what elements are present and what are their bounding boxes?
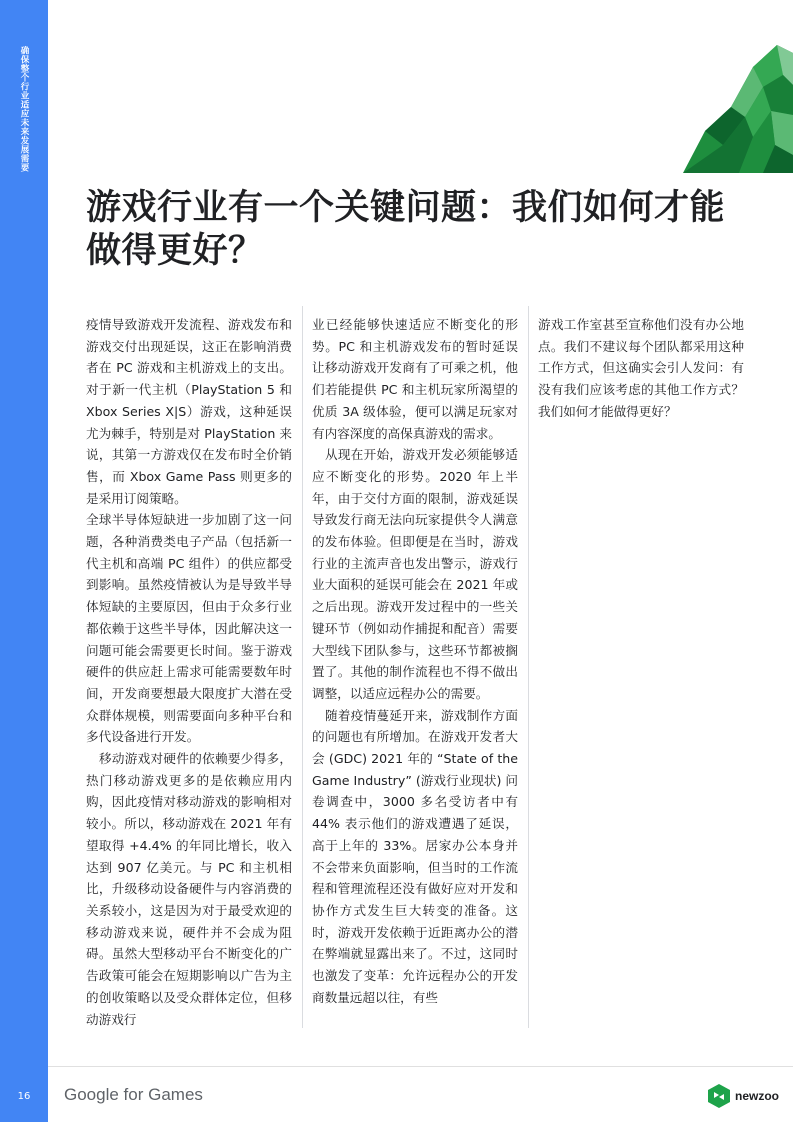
- google-for-games-logo: Google for Games: [64, 1085, 203, 1104]
- sidebar-caption: 确保整个行业适应未来发展需要: [19, 46, 29, 172]
- green-rock-decoration: [683, 45, 793, 173]
- paragraph: 疫情导致游戏开发流程、游戏发布和游戏交付出现延误，这正在影响消费者在 PC 游戏和主机游戏上的支出。对于新一代主机（PlayStation 5 和 Xbox Series X|S）游戏，这种延误尤为棘手，特别是对 PlayStation 来说，其第一方游戏仅在发布时全价销售，而 Xbox Game Pass 则更多的是采用订阅策略。: [86, 317, 292, 506]
- paragraph: 移动游戏对硬件的依赖要少得多，热门移动游戏更多的是依赖应用内购，因此疫情对移动游戏的影响相对较小。所以，移动游戏在 2021 年有望取得 +4.4% 的年同比增长，收入达到 907 亿美元。与 PC 和主机相比，升级移动设备硬件与内容消费的关系较小，这是因为对于最受欢迎的移动游戏来说，硬件并不会成为阻碍。虽然大型移动平台不断变化的广告政策可能会在短期影响以广告为主的创收策略以及受众群体定位，但移动游戏行: [86, 751, 292, 1027]
- footer-divider: [48, 1066, 793, 1067]
- newzoo-wordmark: newzoo: [735, 1089, 779, 1103]
- column-divider: [528, 306, 529, 1028]
- text-column-3: [538, 314, 744, 423]
- column-divider: [302, 306, 303, 1028]
- paragraph: 业已经能够快速适应不断变化的形势。PC 和主机游戏发布的暂时延误让移动游戏开发商有了可乘之机，他们若能提供 PC 和主机玩家所渴望的优质 3A 级体验，便可以满足玩家对有内容深度的高保真游戏的需求。: [312, 317, 518, 441]
- sidebar: [0, 0, 48, 1122]
- paragraph: 游戏工作室甚至宣称他们没有办公地点。我们不建议每个团队都采用这种工作方式，但这确实会引人发问：有没有我们应该考虑的其他工作方式？我们如何才能做得更好？: [538, 317, 744, 419]
- newzoo-logo: [706, 1083, 779, 1109]
- paragraph: 全球半导体短缺进一步加剧了这一问题，各种消费类电子产品（包括新一代主机和高端 PC 组件）的供应都受到影响。虽然疫情被认为是导致半导体短缺的主要原因，但由于众多行业都依赖于这些半导体，因此解决这一问题可能会需要更长时间。鉴于游戏硬件的供应赶上需求可能需要数年时间，开发商要想最大限度扩大潜在受众群体规模，则需要面向多种平台和多代设备进行开发。: [86, 512, 292, 745]
- page-number: 16: [17, 1091, 31, 1102]
- page-title: 游戏行业有一个关键问题：我们如何才能做得更好？: [86, 188, 726, 271]
- newzoo-icon: [706, 1083, 732, 1109]
- text-column-1: [86, 314, 292, 1030]
- paragraph: 随着疫情蔓延开来，游戏制作方面的问题也有所增加。在游戏开发者大会 (GDC) 2021 年的 “State of the Game Industry” (游戏行业现状) 问卷调查中，3000 多名受访者中有 44% 表示他们的游戏遭遇了延误，高于上年的 33%。居家办公本身并不会带来负面影响，但当时的工作流程和管理流程还没有做好应对开发和协作方式发生巨大转变的准备。这时，游戏开发依赖于近距离办公的潜在弊端就显露出来了。不过，这同时也激发了变革：允许远程办公的开发商数量远超以往，有些: [312, 707, 518, 1005]
- text-column-2: [312, 314, 518, 1009]
- paragraph: 从现在开始，游戏开发必须能够适应不断变化的形势。2020 年上半年，由于交付方面的限制，游戏延误导致发行商无法向玩家提供令人满意的发布体验。但即便是在当时，游戏行业的主流声音也发出警示，游戏行业大面积的延误可能会在 2021 年或之后出现。游戏开发过程中的一些关键环节（例如动作捕捉和配音）需要大型线下团队参与，这些环节都被搁置了。其他的制作流程也不得不做出调整，以适应远程办公的需要。: [312, 447, 518, 701]
